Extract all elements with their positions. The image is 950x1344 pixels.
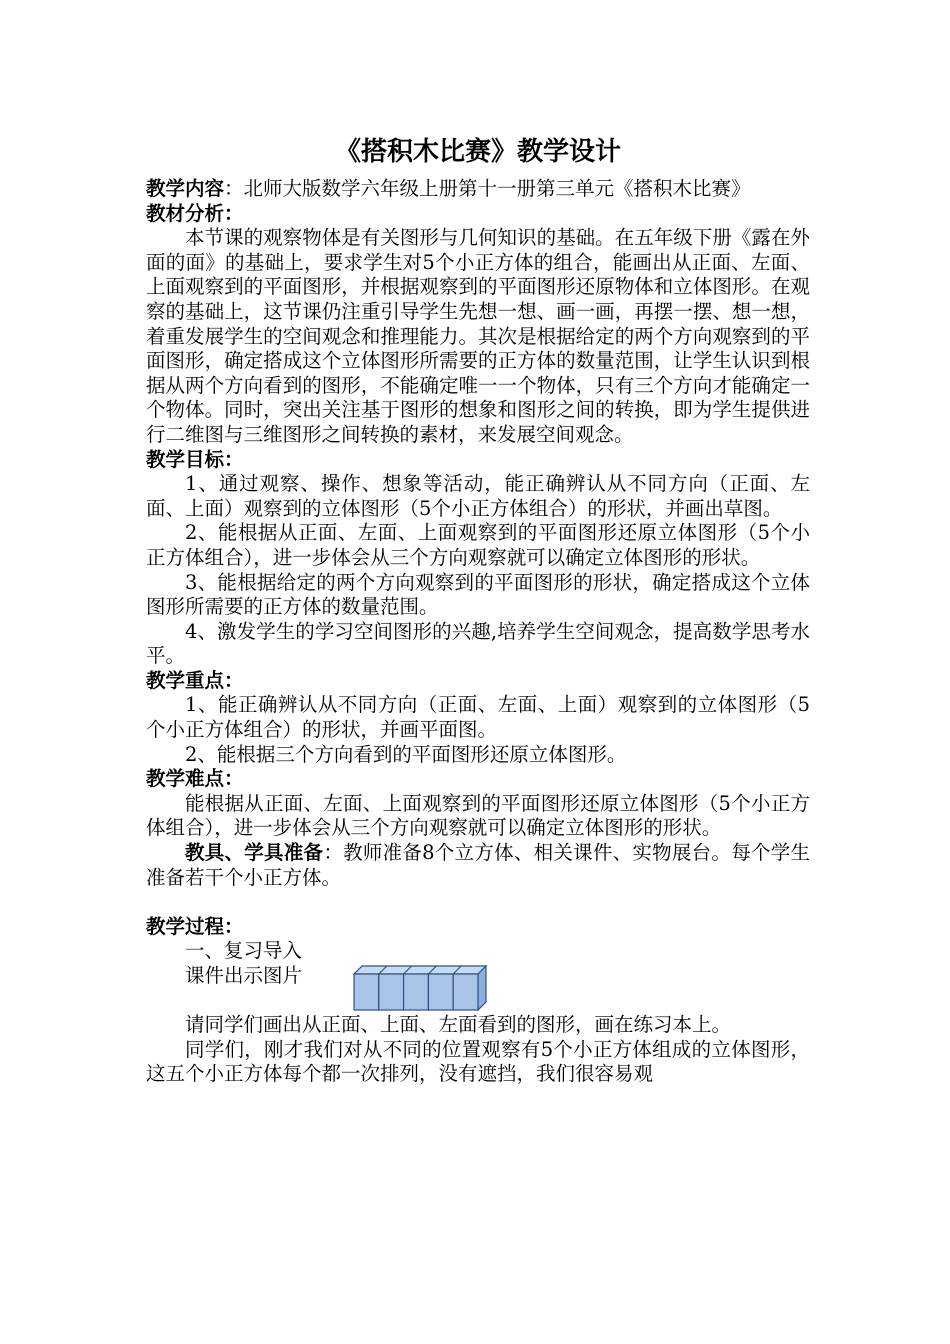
key-points-heading: 教学重点： [146, 668, 244, 692]
process-step-review: 一、复习导入 [185, 939, 303, 963]
key-point-item: 1、能正确辨认从不同方向（正面、左面、上面）观察到的立体图形（5个小正方体组合）的形状，并画平面图。 [146, 693, 810, 742]
process-show-picture [146, 964, 810, 989]
document-title: 《搭积木比赛》教学设计 [334, 137, 621, 167]
cube-front-4 [428, 974, 453, 1010]
blank-line [146, 890, 810, 915]
cube-front-3 [404, 974, 429, 1010]
cubes-side-face [478, 966, 486, 1010]
cube-front-1 [354, 974, 379, 1010]
process-show-text: 课件出示图片 [185, 964, 303, 987]
cube-figure-group [354, 966, 486, 1010]
cube-front-5 [453, 974, 478, 1010]
analysis-paragraph: 本节课的观察物体是有关图形与几何知识的基础。在五年级下册《露在外面的面》的基础上，要求学生对5个小正方体的组合，能画出从正面、左面、上面观察到的平面图形，并根据观察到的平面图形还原物体和立体图形。在观察的基础上，这节课仍注重引导学生先想一想、画一画，再摆一摆、想一想，着重发展学生的空间观念和推理能力。其次是根据给定的两个方向观察到的平面图形，确定搭成这个立体图形所需要的正方体的数量范围，让学生认识到根据从两个方向看到的图形，不能确定唯一一个物体，只有三个方向才能确定一个物体。同时，突出关注基于图形的想象和图形之间的转换，即为学生提供进行二维图与三维图形之间转换的素材，来发展空间观念。 [146, 226, 810, 446]
cubes-top-face [354, 966, 486, 974]
cube-front-2 [379, 974, 404, 1010]
preparation-paragraph [146, 841, 810, 890]
teaching-content-text: ：北师大版数学六年级上册第十一册第三单元《搭积木比赛》 [224, 177, 751, 200]
five-cubes-figure [350, 962, 490, 1012]
difficulty-paragraph: 能根据从正面、左面、上面观察到的平面图形还原立体图形（5个小正方体组合），进一步体会从三个方向观察就可以确定立体图形的形状。 [146, 791, 810, 840]
goal-item: 2、能根据从正面、左面、上面观察到的平面图形还原立体图形（5个小正方体组合），进一步体会从三个方向观察就可以确定立体图形的形状。 [146, 521, 810, 569]
teaching-content-paragraph [146, 177, 810, 202]
analysis-heading: 教材分析： [146, 201, 244, 225]
teaching-content-label: 教学内容 [146, 177, 225, 200]
key-point-item: 2、能根据三个方向看到的平面图形还原立体图形。 [185, 742, 627, 766]
goal-item: 3、能根据给定的两个方向观察到的平面图形的形状，确定搭成这个立体图形所需要的正方体的数量范围。 [146, 570, 810, 619]
document-body [146, 137, 810, 1087]
difficulty-heading: 教学难点： [146, 767, 244, 791]
goal-item: 1、通过观察、操作、想象等活动，能正确辨认从不同方向（正面、左面、上面）观察到的立体图形（5个小正方体组合）的形状，并画出草图。 [146, 472, 810, 520]
goals-heading: 教学目标： [146, 447, 244, 471]
process-draw-instruction: 请同学们画出从正面、上面、左面看到的图形，画在练习本上。 [185, 1013, 732, 1037]
goal-item: 4、激发学生的学习空间图形的兴趣,培养学生空间观念，提高数学思考水平。 [146, 619, 810, 668]
process-paragraph: 同学们，刚才我们对从不同的位置观察有5个小正方体组成的立体图形，这五个小正方体每个都一次排列，没有遮挡，我们很容易观 [146, 1037, 810, 1086]
process-heading: 教学过程： [146, 914, 244, 938]
preparation-label: 教具、学具准备 [185, 841, 324, 865]
preparation-text: ：教师准备8个立方体、相关课件、实物展台。每个学生准备若干个小正方体。 [146, 841, 810, 889]
